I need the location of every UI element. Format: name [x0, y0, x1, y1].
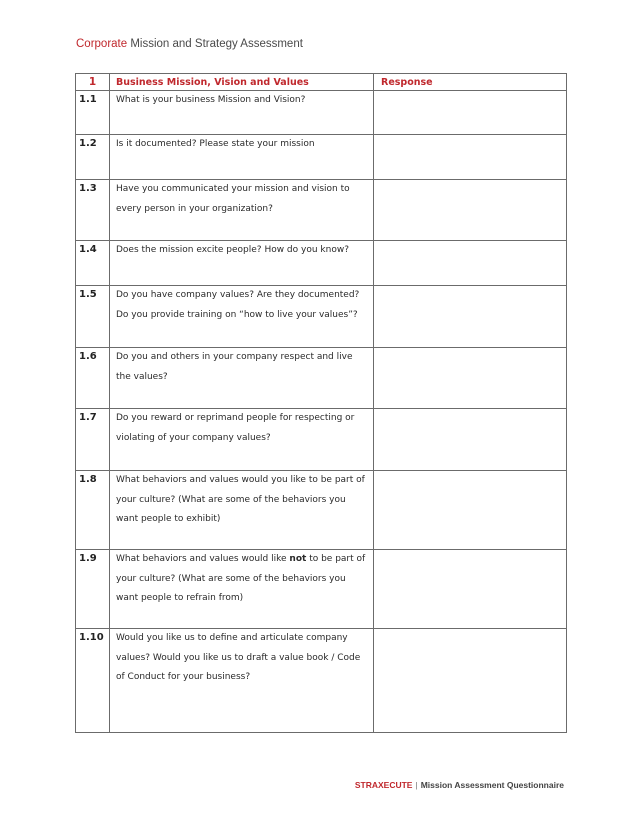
response-cell[interactable]: [374, 180, 567, 241]
table-header-row: [76, 74, 567, 91]
header-brand: Corporate: [76, 38, 128, 50]
response-cell[interactable]: [374, 286, 567, 348]
question-part: Do you reward or reprimand people for respecting or violating of your company values?: [116, 413, 355, 443]
response-cell[interactable]: [374, 348, 567, 409]
question-text: [110, 135, 374, 180]
question-number: 1.8: [76, 471, 110, 550]
response-cell[interactable]: [374, 409, 567, 471]
section-title: Business Mission, Vision and Values: [110, 74, 374, 91]
response-header: Response: [374, 74, 567, 91]
question-part: to be part of your culture? (What are some of the behaviors you want people to refrain from): [116, 554, 366, 603]
footer-separator: |: [415, 780, 418, 790]
response-cell[interactable]: [374, 550, 567, 629]
question-number: 1.10: [76, 629, 110, 733]
response-cell[interactable]: [374, 471, 567, 550]
table-row: [76, 348, 567, 409]
question-text: [110, 348, 374, 409]
table-row: [76, 286, 567, 348]
response-cell[interactable]: [374, 135, 567, 180]
question-part: What behaviors and values would you like to be part of your culture? (What are some of the behaviors you want people to exhibit): [116, 475, 365, 524]
footer-title: Mission Assessment Questionnaire: [420, 780, 564, 790]
question-part: Does the mission excite people? How do you know?: [116, 245, 349, 255]
question-text: [110, 629, 374, 733]
question-part: Would you like us to define and articulate company values? Would you like us to draft a value book / Code of Conduct for your business?: [116, 633, 361, 682]
page-header: [76, 38, 303, 50]
question-part: Do you and others in your company respect and live the values?: [116, 352, 353, 382]
table-row: [76, 471, 567, 550]
assessment-table: [75, 73, 567, 733]
question-text: [110, 180, 374, 241]
question-emphasis: not: [289, 554, 307, 564]
question-part: What is your business Mission and Vision?: [116, 95, 306, 105]
question-text: [110, 286, 374, 348]
page-footer: [355, 780, 564, 790]
question-number: 1.2: [76, 135, 110, 180]
table-row: [76, 241, 567, 286]
question-text: [110, 241, 374, 286]
table-row: [76, 91, 567, 135]
table-row: [76, 629, 567, 733]
footer-brand: STRAXECUTE: [354, 780, 413, 790]
response-cell[interactable]: [374, 241, 567, 286]
question-part: Is it documented? Please state your mission: [116, 139, 315, 149]
question-text: [110, 409, 374, 471]
question-number: 1.5: [76, 286, 110, 348]
question-text: [110, 91, 374, 135]
question-number: 1.4: [76, 241, 110, 286]
question-number: 1.3: [76, 180, 110, 241]
header-title: Mission and Strategy Assessment: [130, 38, 303, 50]
table-row: [76, 180, 567, 241]
question-number: 1.1: [76, 91, 110, 135]
question-part: Do you have company values? Are they documented? Do you provide training on “how to live your values”?: [116, 290, 360, 320]
question-part: Have you communicated your mission and vision to every person in your organization?: [116, 184, 350, 214]
question-number: 1.6: [76, 348, 110, 409]
section-number: 1: [76, 74, 110, 91]
table-row: [76, 409, 567, 471]
question-number: 1.9: [76, 550, 110, 629]
question-text: [110, 550, 374, 629]
response-cell[interactable]: [374, 629, 567, 733]
table-row: [76, 135, 567, 180]
question-part: What behaviors and values would like: [116, 554, 290, 564]
response-cell[interactable]: [374, 91, 567, 135]
question-text: [110, 471, 374, 550]
question-number: 1.7: [76, 409, 110, 471]
table-row: [76, 550, 567, 629]
